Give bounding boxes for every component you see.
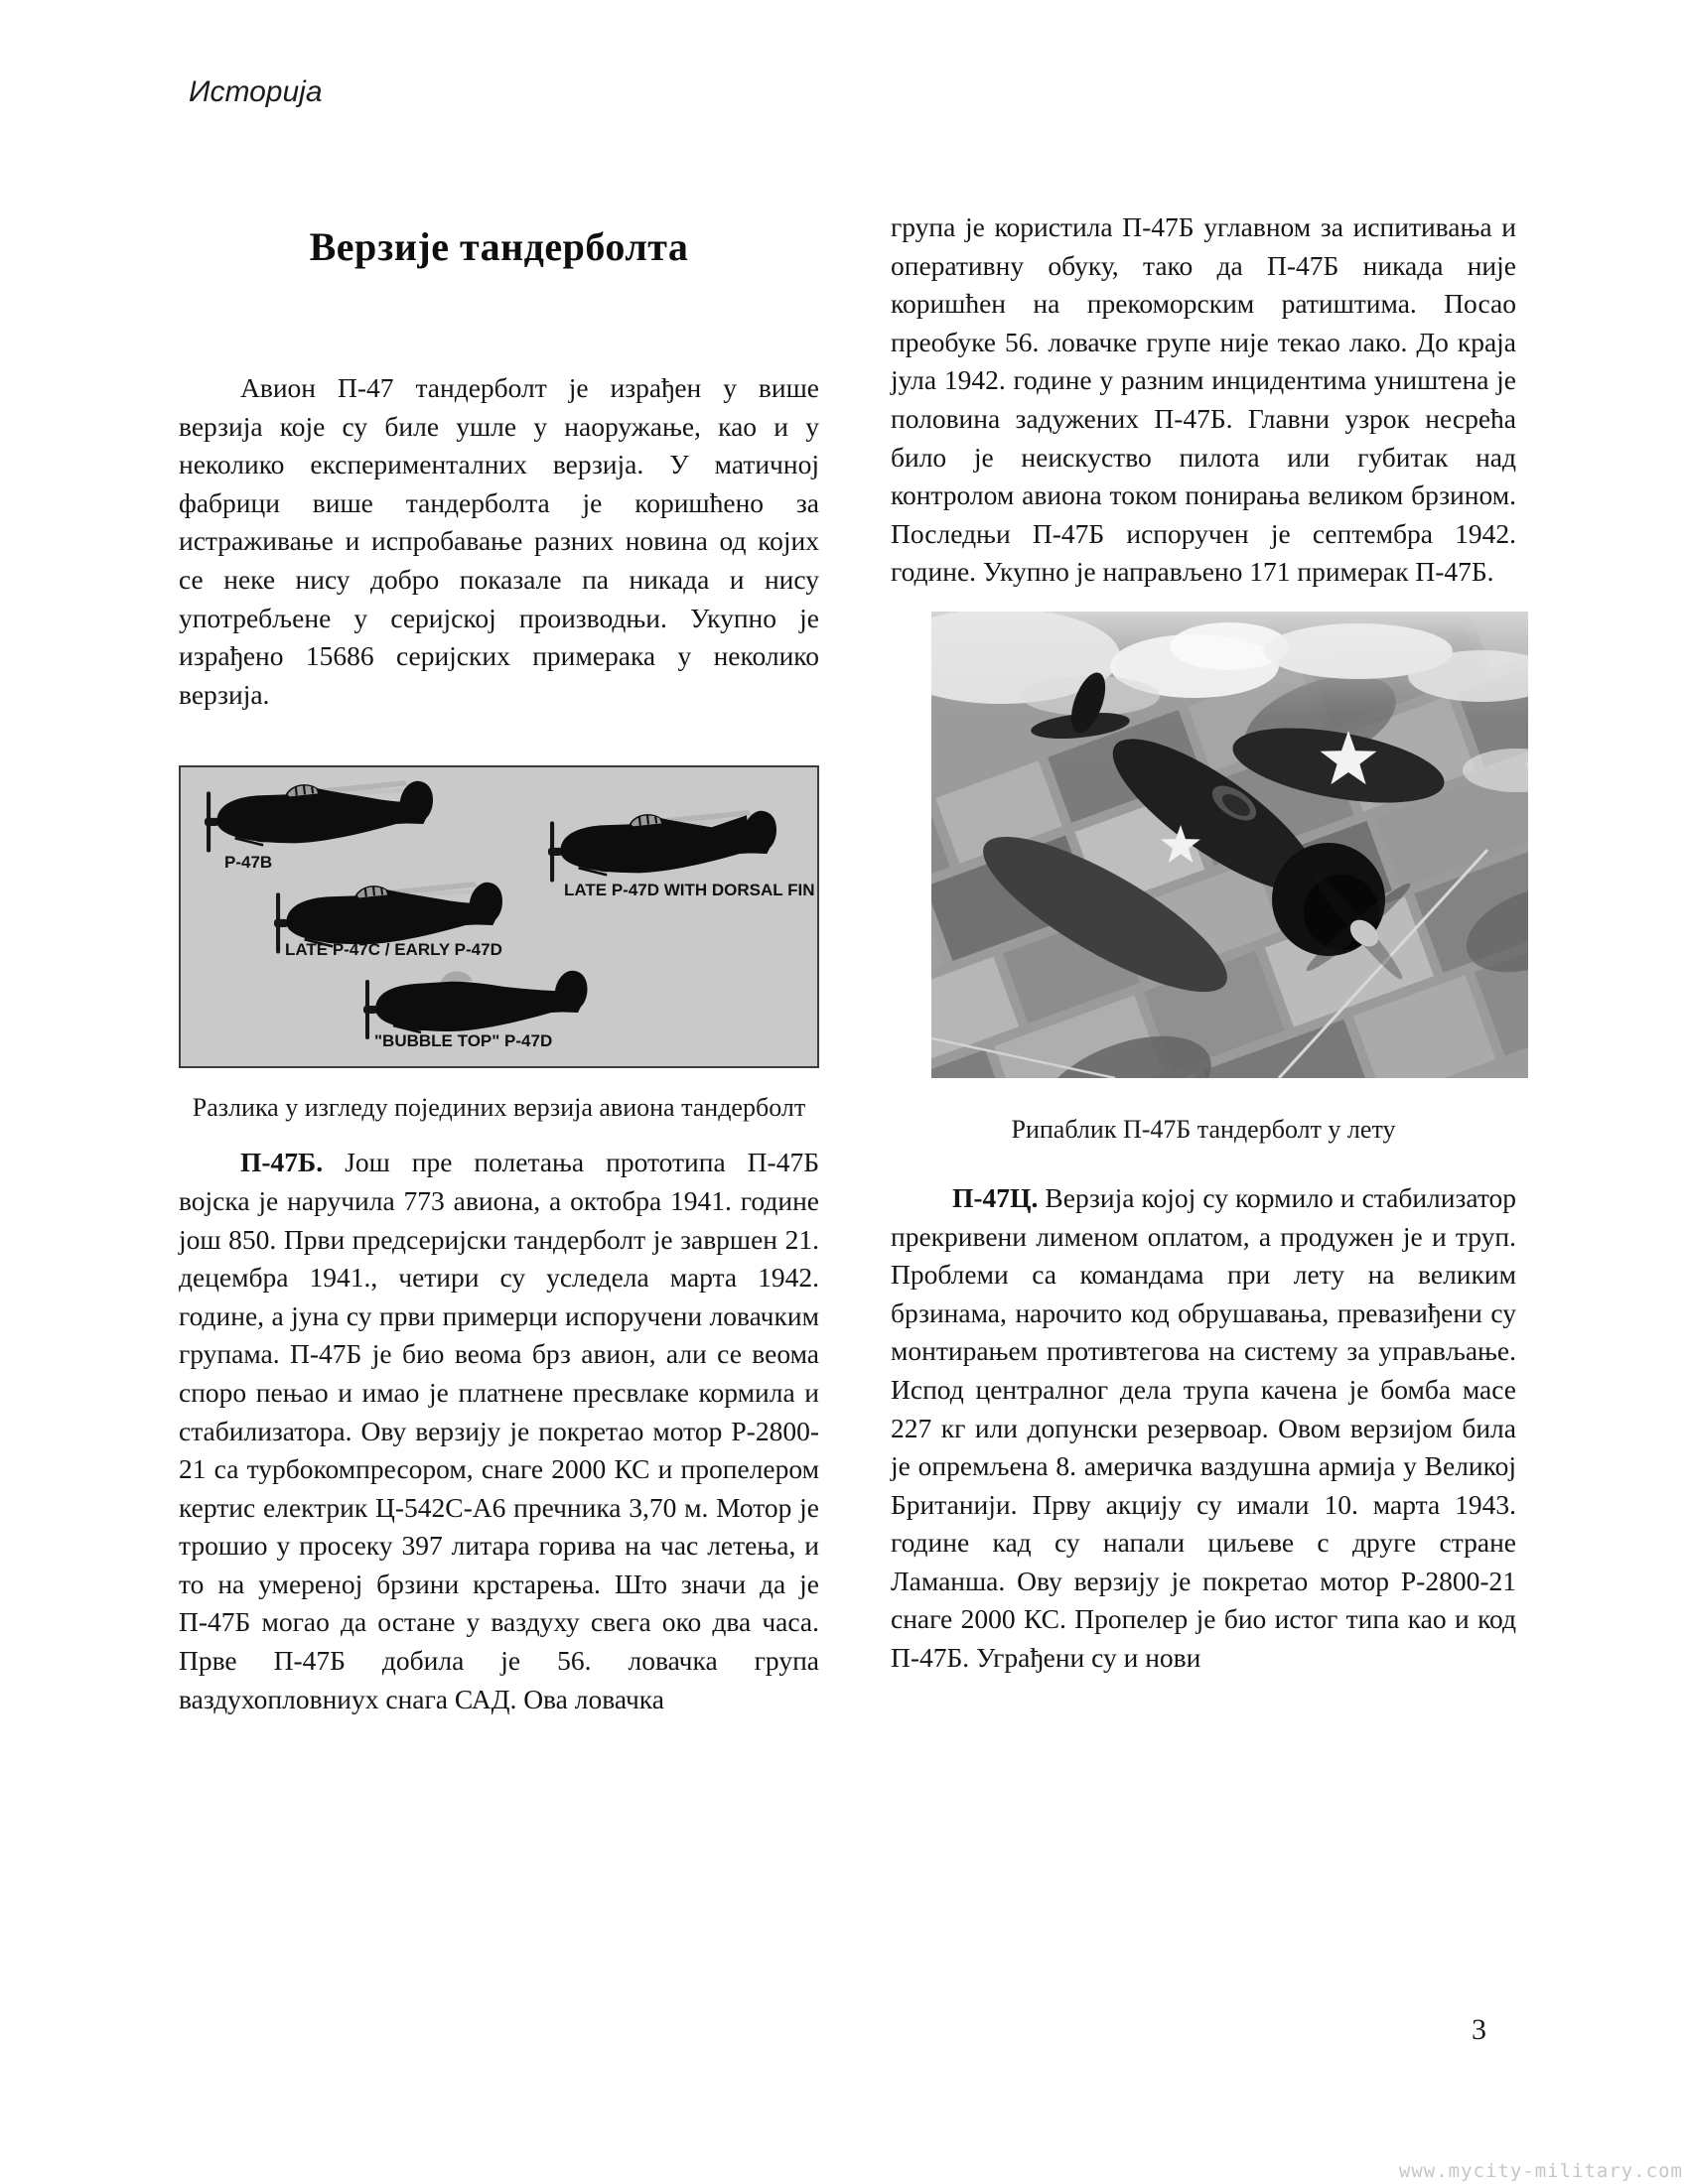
p47c-paragraph: [891, 1179, 1516, 1678]
silhouette-figure-caption: Разлика у изгледу појединих верзија авиона тандерболт: [192, 1093, 806, 1123]
silhouette-figure: [179, 765, 819, 1068]
silhouette-label-late-p47c: LATE P-47C / EARLY P-47D: [285, 940, 502, 960]
watermark: www.mycity-military.com: [1398, 2160, 1683, 2182]
right-column: [891, 208, 1516, 1678]
intro-paragraph: Авион П-47 тандерболт је израђен у више верзија које су биле ушле у наоружање, као и у неколико експерименталних верзија. У матичној фабрици више тандерболта је коришћено за истраживање и испробавање разних новина од којих се неке нису добро показале па никада и нису употребљене у серијској производњи. Укупно је израђено 15686 серијских примерака у неколико верзија.: [179, 372, 819, 710]
page-number: 3: [1472, 2013, 1486, 2046]
silhouette-label-bubble-top: "BUBBLE TOP" P-47D: [374, 1031, 553, 1051]
silhouette-label-p47b: P-47B: [224, 853, 273, 873]
running-header: Историја: [189, 75, 323, 108]
silhouette-label-late-p47d: LATE P-47D WITH DORSAL FIN: [564, 881, 815, 900]
p47b-heading: П-47Б.: [240, 1147, 324, 1178]
p47b-text: Још пре полетања прототипа П-47Б војска је наручила 773 авиона, а октобра 1941. године још 850. Први предсеријски тандерболт је завршен 21. децембра 1941., четири су уследела марта 1942. године, а јуна су први примерци испоручени ловачким групама. П-47Б је био веома брз авион, али се веома споро пењао и имао је платнене пресвлаке кормила и стабилизатора. Ову верзију је покретао мотор Р-2800-21 са турбокомпресором, снаге 2000 КС и пропелером кертис електрик Ц-542С-А6 пречника 3,70 м. Мотор је трошио у просеку 397 литара горива на час летења, и то на умереној брзини крстарења. Што значи да је П-47Б могао да остане у ваздуху свега око два часа. Прве П-47Б добила је 56. ловачка група ваздухопловниух снага САД. Ова ловачка: [179, 1147, 819, 1714]
p47-flight-photo: [931, 612, 1528, 1078]
p47b-paragraph: [179, 1144, 819, 1718]
article-title: Верзије тандерболта: [309, 224, 689, 269]
photo-figure: [931, 612, 1528, 1078]
continuation-paragraph: група је користила П-47Б углавном за испитивања и оперативну обуку, тако да П-47Б никада није коришћен на прекоморским ратиштима. Посао преобуке 56. ловачке групе није текао лако. До краја јула 1942. године у разним инцидентима уништена је половина задужених П-47Б. Главни узрок несрећа било је неискуство пилота или губитак над контролом авиона током понирања великом брзином. Последњи П-47Б испоручен је септембра 1942. године. Укупно је направљено 171 примерак П-47Б.: [891, 211, 1516, 588]
photo-caption: Рипаблик П-47Б тандерболт у лету: [1011, 1114, 1396, 1144]
silhouette-diagram: [179, 765, 819, 1068]
left-column: [179, 0, 819, 1718]
p47c-heading: П-47Ц.: [952, 1181, 1039, 1213]
p47c-text: Верзија којој су кормило и стабилизатор прекривени лименом оплатом, а продужен је и труп. Проблеми са командама при лету на великим брзинама, нарочито код обрушавања, превазиђени су монтирањем противтегова на систему за управљање. Испод централног дела трупа качена је бомба масе 227 кг или допунски резервоар. Овом верзијом била је опремљена 8. америчка ваздушна армија у Великој Британији. Прву акцију су имали 10. марта 1943. године кад су напали циљеве с друге стране Ламанша. Ову верзију је покретао мотор Р-2800-21 снаге 2000 КС. Пропелер је био истог типа као и код П-47Б. Уграђени су и нови: [891, 1181, 1516, 1674]
